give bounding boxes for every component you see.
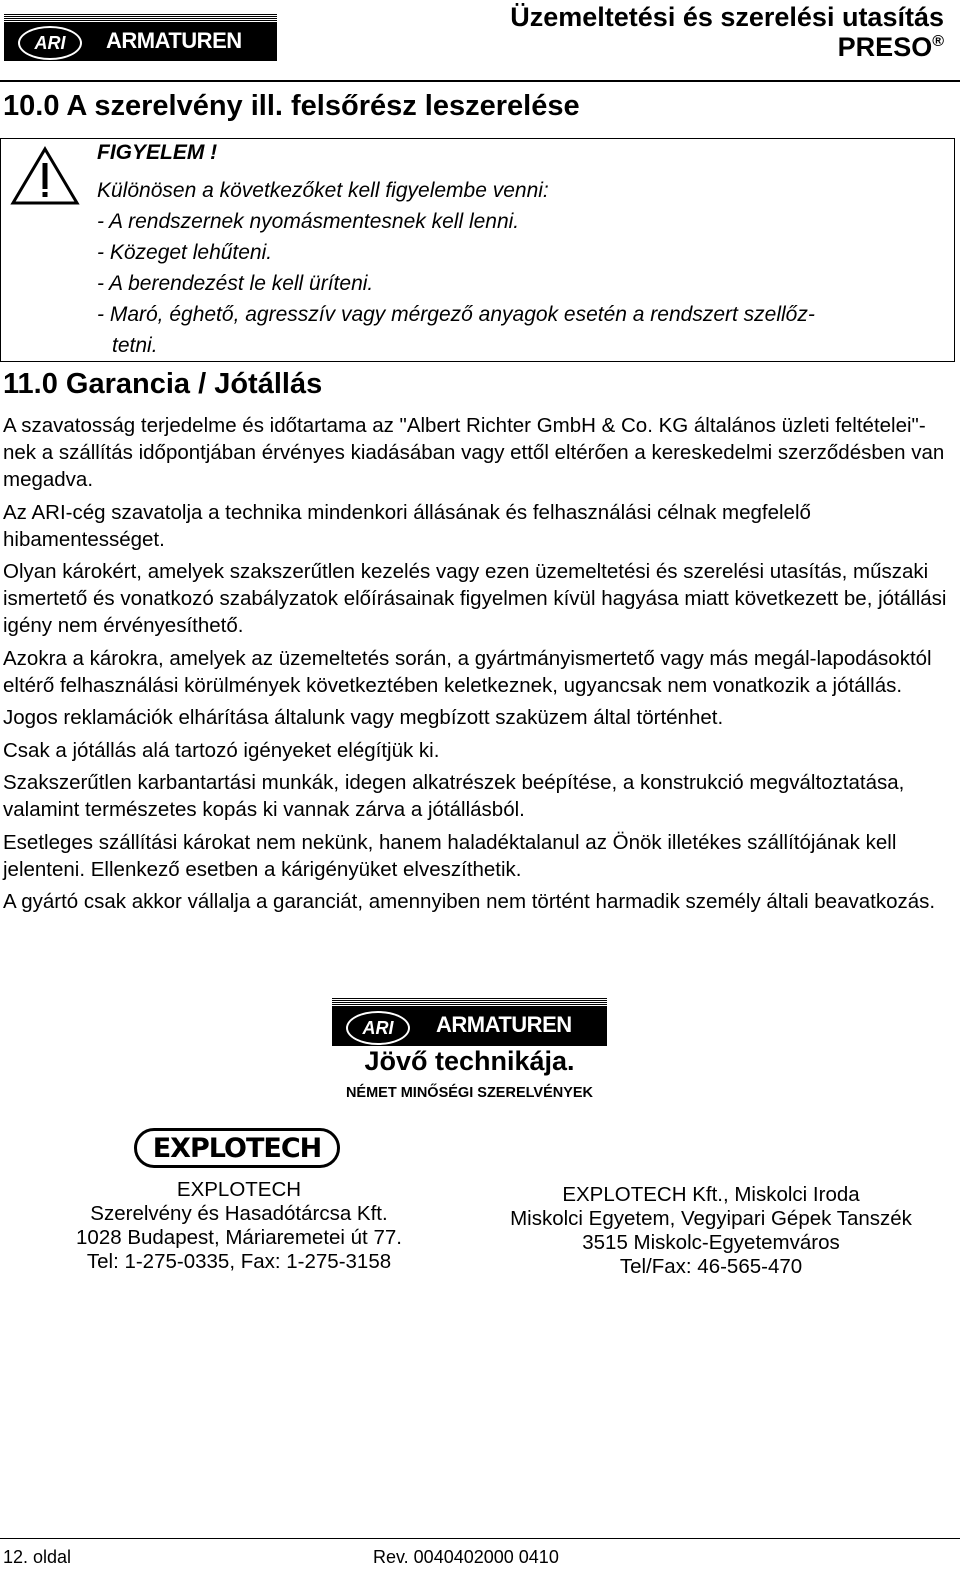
- paragraph: Esetleges szállítási károkat nem nekünk, hanem haladéktalanul az Önök illetékes szállítójának kell jelenteni. Ellenkező esetben a kárigényüket elveszíthetik.: [3, 830, 897, 881]
- explotech-logo: EXPLOTECH: [134, 1128, 340, 1168]
- ari-emblem: ARI: [346, 1011, 410, 1045]
- paragraph: A gyártó csak akkor vállalja a garanciát, amennyiben nem történt harmadik személy általi beavatkozás.: [3, 890, 936, 913]
- ari-emblem: ARI: [18, 26, 82, 60]
- address-line: 3515 Miskolc-Egyetemváros: [582, 1231, 840, 1254]
- warning-item: - A berendezést le kell üríteni.: [97, 272, 374, 295]
- paragraph: Jogos reklamációk elhárítása általunk vagy megbízott szaküzem által történhet.: [3, 706, 724, 729]
- product-name: PRESO®: [837, 32, 944, 62]
- ari-armaturen-logo: [4, 14, 277, 61]
- header-rule: [0, 80, 960, 82]
- section-10-heading: 10.0 A szerelvény ill. felsőrész leszerelése: [3, 90, 580, 122]
- address-line: EXPLOTECH Kft., Miskolci Iroda: [562, 1183, 860, 1206]
- paragraph: Az ARI-cég szavatolja a technika mindenkori állásának és felhasználási célnak megfelelő hibamentességet.: [3, 500, 811, 551]
- logo-stripes: [332, 998, 607, 1006]
- warning-item: - Maró, éghető, agresszív vagy mérgező anyagok esetén a rendszert szellőz-: [97, 303, 815, 326]
- tagline: NÉMET MINŐSÉGI SZERELVÉNYEK: [345, 1085, 594, 1101]
- address-line: Szerelvény és Hasadótárcsa Kft.: [90, 1202, 388, 1225]
- logo-brand-text: ARMATUREN: [436, 1012, 572, 1037]
- logo-stripes: [4, 14, 277, 22]
- warning-item: - Közeget lehűteni.: [97, 241, 273, 264]
- address-line: 1028 Budapest, Máriaremetei út 77.: [76, 1226, 402, 1249]
- page-number: 12. oldal: [3, 1547, 72, 1567]
- paragraph: Csak a jótállás alá tartozó igényeket elégítjük ki.: [3, 738, 440, 762]
- footer-rule: [0, 1538, 960, 1539]
- slogan: Jövő technikája.: [364, 1046, 575, 1076]
- revision-number: Rev. 0040402000 0410: [373, 1547, 559, 1567]
- address-budapest: [40, 1178, 438, 1274]
- address-line: Tel/Fax: 46-565-470: [619, 1255, 803, 1278]
- warning-item: - A rendszernek nyomásmentesnek kell lenni.: [97, 210, 520, 233]
- address-line: Tel: 1-275-0335, Fax: 1-275-3158: [86, 1250, 392, 1273]
- warning-item: tetni.: [112, 334, 158, 357]
- logo-brand-text: ARMATUREN: [106, 28, 242, 53]
- paragraph: Szakszerűtlen karbantartási munkák, idegen alkatrészek beépítése, a konstrukció megváltoztatása, valamint természetes kopás ki vannak zárva a jótállásból.: [3, 771, 905, 821]
- ari-armaturen-promo-logo: [332, 998, 607, 1046]
- document-title: Üzemeltetési és szerelési utasítás: [510, 2, 944, 32]
- paragraph: Olyan károkért, amelyek szakszerűtlen kezelés vagy ezen üzemeltetési és szerelési utasítás, műszaki ismertető és vonatkozó szabályzatok előírásainak figyelmen kívül hagyása miatt következett be, jótállási igény nem érvényesíthető.: [3, 560, 947, 637]
- warning-triangle-icon: [9, 145, 81, 207]
- warranty-text: [3, 412, 948, 921]
- paragraph: Azokra a károkra, amelyek az üzemeltetés során, a gyártmányismertető vagy más megál-lapodásoktól eltérő felhasználási körülmények következtében keletkeznek, ugyancsak nem vonatkozik a jótállás.: [3, 646, 932, 697]
- warning-heading: FIGYELEM !: [97, 141, 218, 164]
- address-line: Miskolci Egyetem, Vegyipari Gépek Tanszék: [510, 1207, 912, 1230]
- address-line: EXPLOTECH: [176, 1178, 302, 1201]
- address-miskolc: [486, 1183, 936, 1279]
- paragraph: A szavatosság terjedelme és időtartama az "Albert Richter GmbH & Co. KG általános üzleti feltételei"-nek a szállítás időpontjában érvényes kiadásában vagy ettől eltérően a kereskedelmi szerződésben van megadva.: [3, 414, 945, 491]
- section-11-heading: 11.0 Garancia / Jótállás: [3, 368, 323, 400]
- warning-intro: Különösen a következőket kell figyelembe venni:: [97, 179, 549, 202]
